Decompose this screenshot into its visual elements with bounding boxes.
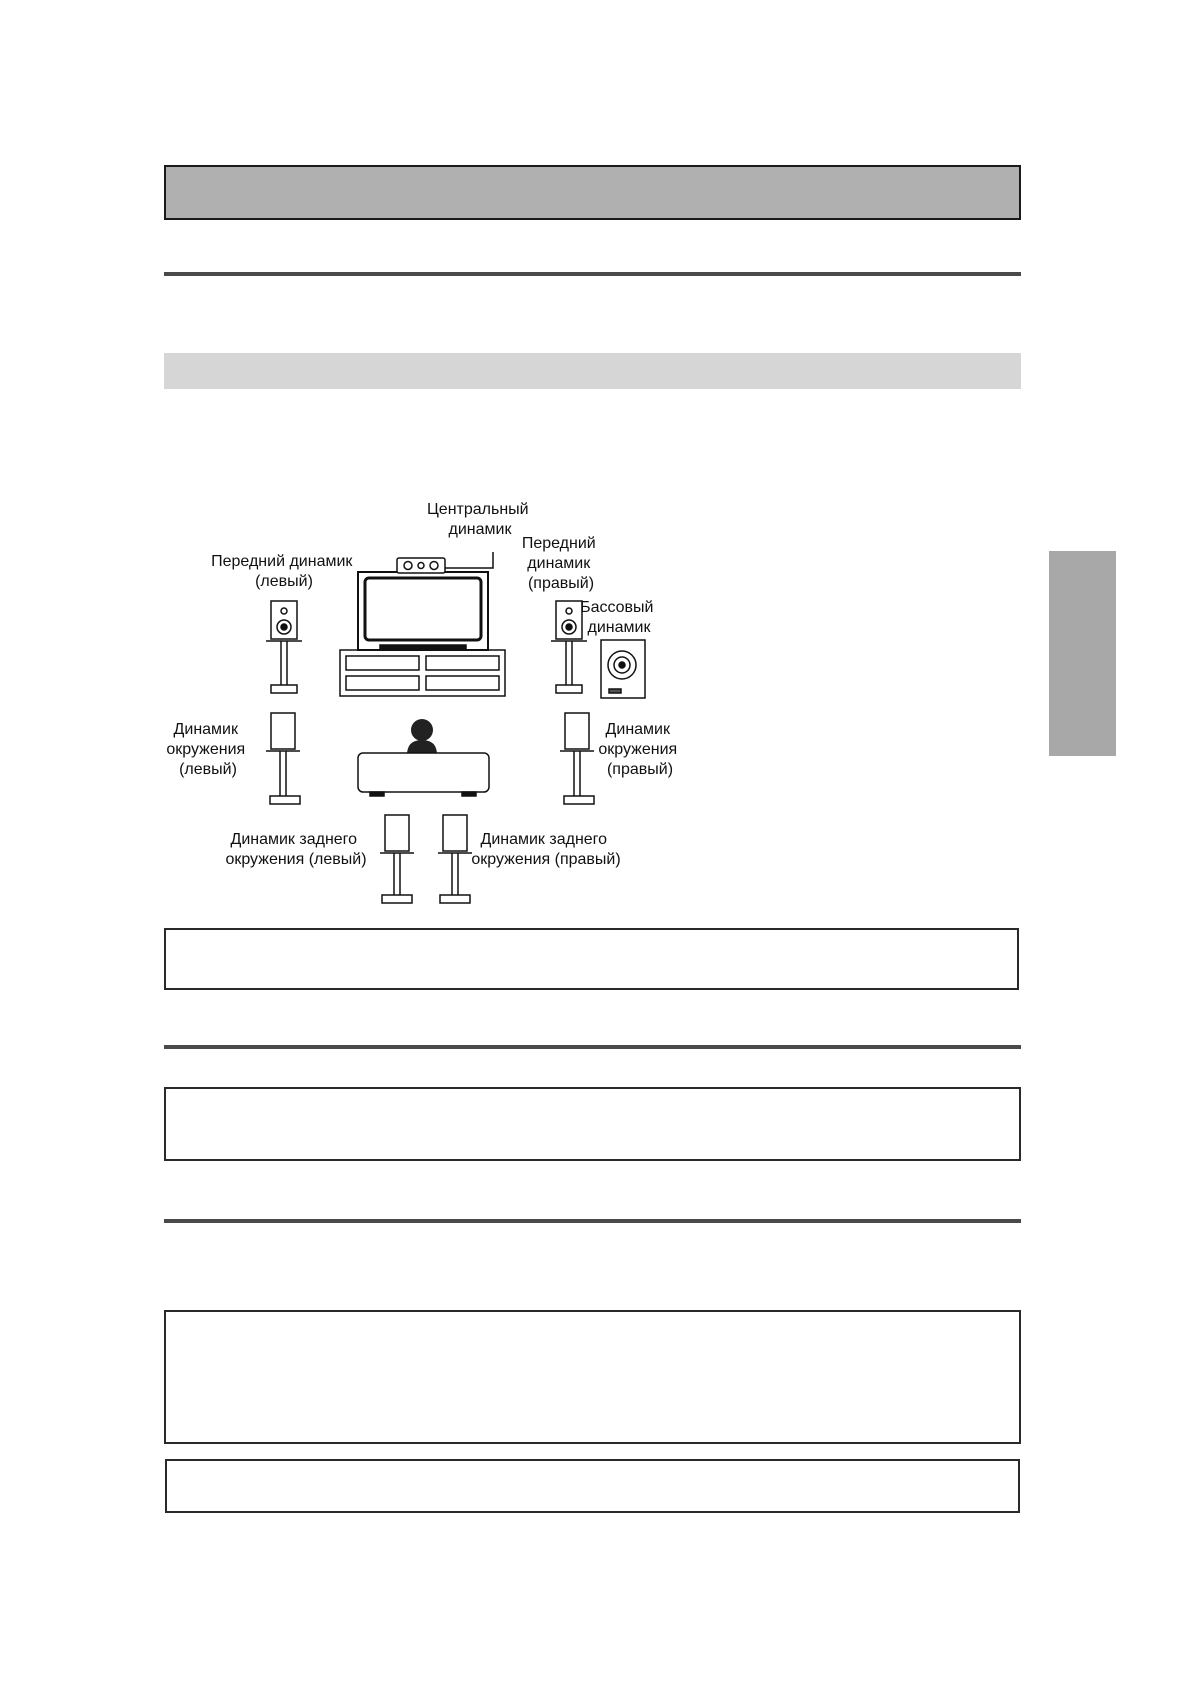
center-speaker-icon [397, 552, 493, 573]
sofa-icon [358, 753, 489, 796]
note-box-4 [165, 1459, 1020, 1513]
surround-back-right-speaker-icon [438, 815, 472, 903]
surround-left-speaker-icon [266, 713, 300, 804]
section-title-bar [164, 165, 1021, 220]
section-rule-1 [164, 272, 1021, 276]
label-surround-left: Динамик окружения (левый) [166, 721, 246, 778]
tv-icon [358, 572, 488, 650]
label-surround-back-left: Динамик заднего окружения (левый) [225, 831, 367, 868]
label-subwoofer: Бассовый динамик [580, 599, 654, 636]
section-rule-2 [164, 1045, 1021, 1049]
note-box-2 [164, 1087, 1021, 1161]
section-rule-3 [164, 1219, 1021, 1223]
label-front-right: Передний динамик (правый) [521, 535, 596, 592]
speaker-layout-diagram [160, 490, 700, 910]
listener-icon [407, 719, 437, 755]
tv-stand [340, 650, 505, 696]
note-box-1 [164, 928, 1019, 990]
subwoofer-icon [601, 640, 645, 698]
label-surround-right: Динамик окружения (правый) [598, 721, 678, 778]
subsection-bar [164, 353, 1021, 389]
label-center-speaker: Центральный динамик [426, 501, 529, 538]
label-front-left: Передний динамик (левый) [211, 553, 353, 590]
chapter-side-tab [1049, 551, 1116, 756]
note-box-3 [164, 1310, 1021, 1444]
label-surround-back-right: Динамик заднего окружения (правый) [471, 831, 621, 868]
surround-back-left-speaker-icon [380, 815, 414, 903]
surround-right-speaker-icon [560, 713, 594, 804]
front-left-speaker-icon [266, 601, 302, 693]
